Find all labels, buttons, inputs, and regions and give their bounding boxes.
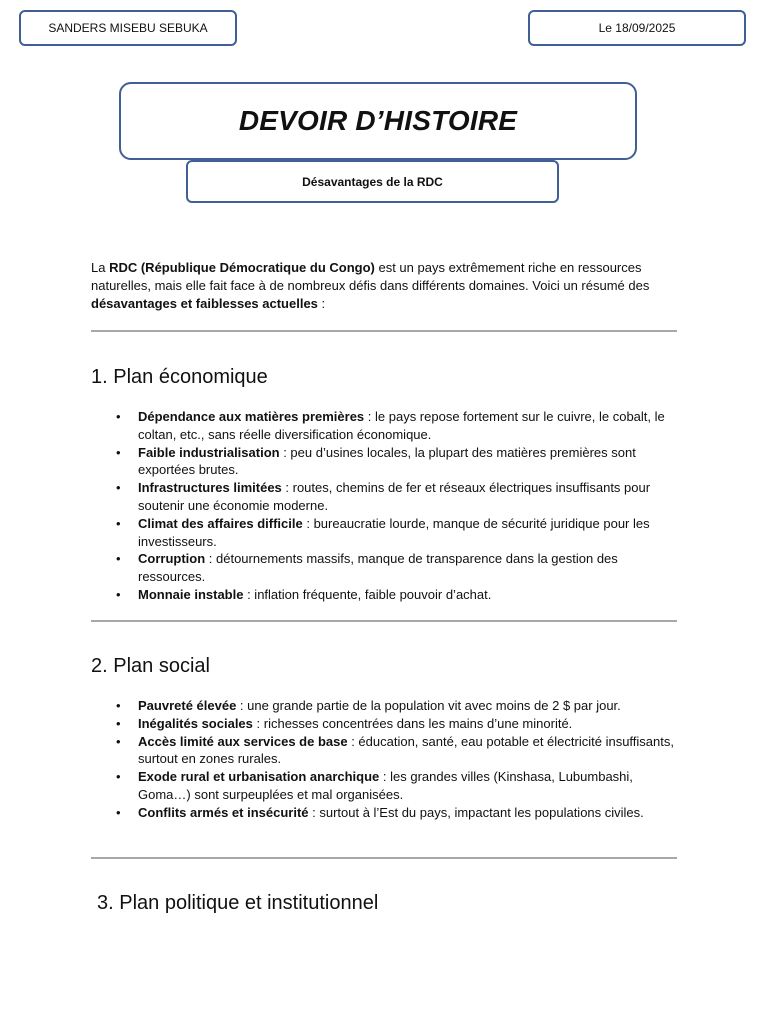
list-item — [116, 586, 676, 604]
list-item — [116, 479, 676, 515]
list-item — [116, 550, 676, 586]
section-heading-economique: 1. Plan économique — [91, 366, 268, 388]
item-desc: : peu d’usines locales, la plupart des matières premières sont exportées brutes. — [138, 444, 636, 478]
item-desc: : une grande partie de la population vit avec moins de 2 $ par jour. — [236, 698, 621, 713]
item-term: Exode rural et urbanisation anarchique — [138, 769, 380, 785]
divider — [91, 857, 677, 859]
list-item — [116, 697, 676, 715]
item-desc: : surtout à l’Est du pays, impactant les populations civiles. — [308, 804, 644, 820]
document-title: DEVOIR D’HISTOIRE — [238, 105, 518, 136]
list-item — [116, 804, 676, 822]
divider — [91, 330, 677, 332]
author-name: SANDERS MISEBU SEBUKA — [48, 21, 208, 35]
list-item — [116, 515, 676, 551]
item-desc: : le pays repose fortement sur le cuivre, le cobalt, le coltan, etc., sans réelle diversification économique. — [138, 409, 665, 442]
list-item — [116, 733, 676, 769]
section-heading-social: 2. Plan social — [91, 655, 210, 677]
item-term: Climat des affaires difficile — [138, 515, 303, 531]
list-item — [116, 408, 676, 444]
date-box — [528, 10, 746, 46]
intro-bold-2: désavantages et faiblesses actuelles — [91, 296, 318, 311]
item-term: Dépendance aux matières premières — [138, 409, 365, 424]
author-box — [19, 10, 237, 46]
item-desc: : éducation, santé, eau potable et électricité insuffisants, surtout en zones rurales. — [138, 733, 674, 767]
social-list — [116, 697, 676, 822]
divider — [91, 620, 677, 622]
intro-text-3: : — [317, 296, 326, 311]
item-term: Infrastructures limitées — [138, 480, 282, 496]
item-term: Faible industrialisation — [138, 444, 280, 460]
item-desc: : richesses concentrées dans les mains d’une minorité. — [252, 715, 573, 731]
intro-text-2: est un pays extrêmement riche en ressources naturelles, mais elle fait face à de nombreux défis dans différents domaines. Voici un résumé des — [91, 260, 650, 293]
item-term: Conflits armés et insécurité — [138, 804, 309, 820]
item-term: Inégalités sociales — [138, 715, 253, 731]
item-desc: : détournements massifs, manque de transparence dans la gestion des ressources. — [138, 551, 618, 585]
item-term: Corruption — [138, 551, 206, 567]
subtitle-box — [186, 160, 559, 203]
item-desc: : les grandes villes (Kinshasa, Lubumbashi, Goma…) sont surpeuplées et mal organisées. — [138, 769, 633, 802]
item-term: Pauvreté élevée — [138, 698, 237, 713]
item-desc: : bureaucratie lourde, manque de sécurité juridique pour les investisseurs. — [138, 515, 650, 549]
document-date: Le 18/09/2025 — [598, 21, 676, 35]
list-item — [116, 768, 676, 804]
list-item — [116, 715, 676, 733]
section-heading-politique: 3. Plan politique et institutionnel — [97, 892, 379, 914]
intro-bold-1: RDC (République Démocratique du Congo) — [109, 260, 375, 275]
item-desc: : routes, chemins de fer et réseaux électriques insuffisants pour soutenir une économie moderne. — [138, 480, 651, 513]
item-term: Monnaie instable — [138, 586, 244, 602]
intro-text-1: La — [91, 260, 110, 275]
item-term: Accès limité aux services de base — [138, 733, 348, 749]
item-desc: : inflation fréquente, faible pouvoir d’achat. — [243, 586, 492, 602]
title-box — [119, 82, 637, 160]
document-subtitle: Désavantages de la RDC — [302, 174, 443, 189]
list-item — [116, 444, 676, 480]
economique-list — [116, 408, 676, 604]
intro-paragraph — [91, 259, 681, 313]
